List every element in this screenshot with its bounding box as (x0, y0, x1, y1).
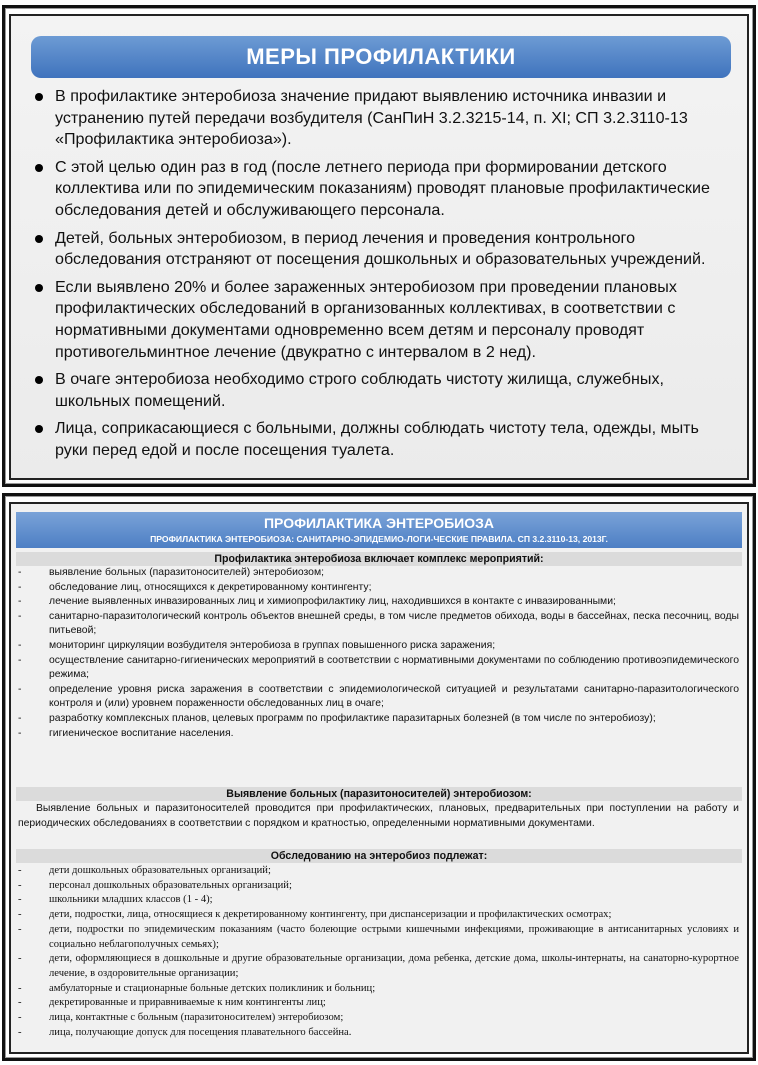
list-item (18, 908, 739, 923)
list-item-text: мониторинг циркуляции возбудителя энтеробиоза в группах повышенного риска заражения; (49, 639, 496, 651)
list-item-text: дети, подростки по эпидемическим показаниям (часто болеющие острыми кишечными инфекциями, проживающие в антисанитарных условиях и социально неблагополучных семьях); (49, 923, 739, 950)
section-title-measures: Профилактика энтеробиоза включает комплекс мероприятий: (16, 552, 742, 566)
dash-marker: - (18, 953, 22, 965)
dash-marker: - (18, 581, 22, 593)
list-item (18, 712, 739, 727)
list-item (18, 923, 739, 952)
dash-marker: - (18, 596, 22, 608)
slide-enterobiasis-prevention (2, 493, 756, 1061)
list-item-text: дети, подростки, лица, относящиеся к декретированному контингенту, при диспансеризации и профилактических осмотрах; (49, 909, 612, 921)
dash-marker: - (18, 879, 22, 891)
bullet-item (33, 157, 729, 222)
dash-marker: - (18, 923, 22, 935)
slide-prevention-measures (2, 5, 756, 487)
section-title-detection: Выявление больных (паразитоносителей) энтеробиозом: (16, 787, 742, 801)
list-item-text: персонал дошкольных образовательных организаций; (49, 879, 292, 891)
list-item-text: декретированные и приравниваемые к ним контингенты лиц; (49, 997, 326, 1009)
list-item (18, 982, 739, 997)
dash-marker: - (18, 654, 22, 666)
bullet-text: В очаге энтеробиоза необходимо строго соблюдать чистоту жилища, служебных, школьных помещений. (55, 370, 664, 410)
list-item-text: лица, получающие допуск для посещения плавательного бассейна. (49, 1026, 352, 1038)
bullet-icon (35, 425, 43, 433)
slide-title: ПРОФИЛАКТИКА ЭНТЕРОБИОЗА (263, 515, 494, 531)
dash-marker: - (18, 727, 22, 739)
list-item-text: осуществление санитарно-гигиенических мероприятий в соответствии с нормативными документами по соблюдению противоэпидемического режима; (49, 654, 739, 681)
bullet-text: Детей, больных энтеробиозом, в период лечения и проведения контрольного обследования отстраняют от посещения дошкольных и образовательных учреждений. (55, 228, 706, 269)
bullet-item (33, 277, 729, 363)
dash-marker: - (18, 639, 22, 651)
bullet-item (33, 418, 729, 461)
list-item (18, 639, 739, 654)
bullet-icon (35, 93, 43, 101)
list-item (18, 1026, 739, 1041)
dash-marker: - (18, 683, 22, 695)
dash-marker: - (18, 567, 22, 578)
dash-marker: - (18, 1026, 22, 1038)
bullet-item (33, 228, 729, 271)
bullet-icon (35, 164, 43, 172)
list-item (18, 879, 739, 894)
slide-title: МЕРЫ ПРОФИЛАКТИКИ (31, 36, 731, 78)
bullet-item (33, 369, 729, 412)
list-item (18, 595, 739, 610)
bullet-text: С этой целью один раз в год (после летнего периода при формировании детского коллектива или по эпидемическим показаниям) проводят плановые профилактические обследования детей и обслуживающего персонала. (55, 157, 710, 219)
detection-paragraph: Выявление больных и паразитоносителей проводится при профилактических, плановых, предварительных при поступлении на работу и периодических обследованиях в соответствии с порядком и кратностью, определенными нормативными документами. (18, 803, 739, 829)
list-item-text: дети дошкольных образовательных организаций; (49, 865, 271, 876)
dash-marker: - (18, 712, 22, 724)
list-item (18, 610, 739, 639)
list-item-text: дети, оформляющиеся в дошкольные и другие образовательные организации, дома ребенка, детские дома, школы-интернаты, на санаторно-курортное лечение, в оздоровительные организации; (49, 953, 739, 979)
slide-header (16, 512, 742, 548)
bullet-icon (35, 376, 43, 384)
dash-marker: - (18, 909, 22, 921)
list-item-text: амбулаторные и стационарные больные детских поликлиник и больниц; (49, 982, 376, 994)
list-item-text: санитарно-паразитологический контроль объектов внешней среды, в том числе предметов обихода, воды в бассейнах, песка песочниц, воды питьевой; (49, 610, 739, 637)
list-item-text: определение уровня риска заражения в соответствии с эпидемиологической ситуацией и результатами санитарно-паразитологического контроля и (или) уровнем пораженности обследованных лиц в очаге; (49, 683, 739, 710)
list-item (18, 727, 739, 742)
dash-marker: - (18, 997, 22, 1009)
list-item (18, 654, 739, 683)
bullet-text: Если выявлено 20% и более зараженных энтеробиозом при проведении плановых профилактических обследований в организованных коллективах, в соответствии с нормативными документами одновременно всем детям и персоналу проводят противогельминтное лечение (двукратно с интервалом в 2 нед). (55, 277, 677, 361)
list-item (18, 864, 739, 879)
dash-marker: - (18, 894, 22, 906)
examination-list (18, 864, 739, 1040)
list-item (18, 683, 739, 712)
bullet-item (33, 86, 729, 151)
dash-marker: - (18, 1012, 22, 1024)
list-item-text: лечение выявленных инвазированных лиц и химиопрофилактику лиц, находившихся в контакте с инвазированными; (49, 596, 616, 608)
list-item (18, 581, 739, 596)
list-item-text: разработку комплексных планов, целевых программ по профилактике паразитарных болезней (в том числе по энтеробиозу); (49, 712, 656, 724)
bullet-text: Лица, соприкасающиеся с больными, должны соблюдать чистоту тела, одежды, мыть руки перед едой и после посещения туалета. (55, 419, 699, 459)
list-item-text: гигиеническое воспитание населения. (49, 727, 234, 739)
slide-subtitle: ПРОФИЛАКТИКА ЭНТЕРОБИОЗА: САНИТАРНО-ЭПИДЕМИО-ЛОГИ-ЧЕСКИЕ ПРАВИЛА. СП 3.2.3110-13, 2013Г. (150, 534, 608, 544)
list-item-text: школьники младших классов (1 - 4); (49, 894, 213, 906)
slide-content (9, 502, 749, 1054)
list-item (18, 566, 739, 581)
list-item-text: выявление больных (паразитоносителей) энтеробиозом; (49, 567, 324, 578)
list-item-text: обследование лиц, относящихся к декретированному контингенту; (49, 581, 372, 593)
list-item (18, 1011, 739, 1026)
list-item (18, 893, 739, 908)
list-item (18, 952, 739, 981)
list-item (18, 996, 739, 1011)
dash-marker: - (18, 982, 22, 994)
bullet-icon (35, 284, 43, 292)
bullet-list (33, 86, 729, 468)
section-title-examination: Обследованию на энтеробиоз подлежат: (16, 849, 742, 863)
bullet-icon (35, 235, 43, 243)
list-item-text: лица, контактные с больным (паразитоносителем) энтеробиозом; (49, 1012, 344, 1024)
dash-marker: - (18, 610, 22, 622)
measures-list (18, 566, 739, 741)
slide-content (9, 14, 749, 480)
dash-marker: - (18, 865, 22, 876)
bullet-text: В профилактике энтеробиоза значение придают выявлению источника инвазии и устранению путей передачи возбудителя (СанПиН 3.2.3215-14, п. XI; СП 3.2.3110-13 «Профилактика энтеробиоза»). (55, 87, 688, 149)
